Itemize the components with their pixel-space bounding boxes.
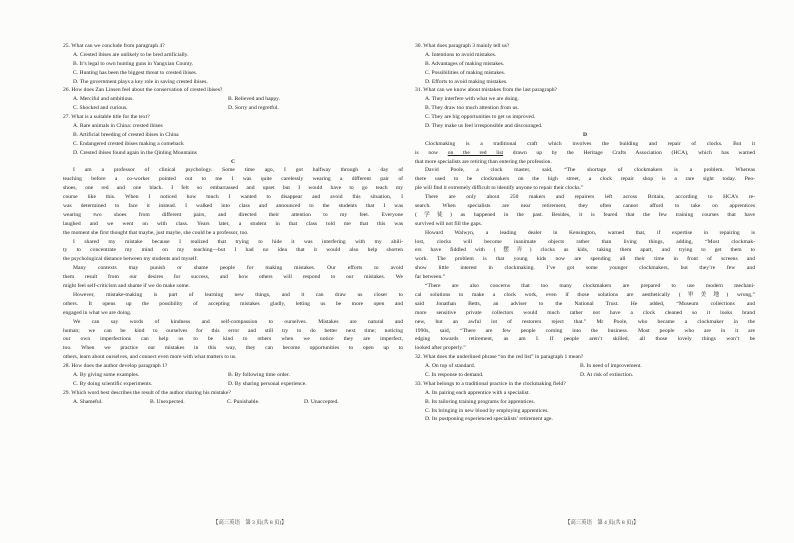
left-text-line: C. Endangered crested ibises making a comeback (73, 140, 184, 147)
right-text-line: 1990s, said, “There are few people coming into the business. Most people who are in it are (415, 327, 755, 334)
left-text-line: Many contexts may punish or shame people for making mistakes. Our efforts to avoid (73, 265, 403, 272)
right-text-line: far between.” (415, 274, 446, 281)
left-text-line: B. It’s legal to own hunting guns in Yangxian County. (73, 60, 194, 67)
underlined-phrase: on the red list (447, 149, 504, 156)
left-text-line: A. Crested ibises are unlikely to be bred artificially. (73, 51, 189, 58)
left-text-line (63, 398, 403, 407)
right-text-line: that more specialists are retiring than entering the profession. (415, 158, 552, 165)
right-text-line: survived will not fill the gaps. (415, 220, 483, 227)
left-text-line: 29. Which word best describes the result of the author sharing his mistake? (63, 389, 231, 396)
right-text-line: 31. What can we know about mistakes from the last paragraph? (415, 87, 558, 94)
left-text-line: teaching before a co-worker pointed out to me I was quite carelessly wearing a different pair of (63, 176, 403, 183)
right-text-line: edging towards retirement, as am I. If people aren’t skilled, all those lovely things won’t be (415, 336, 755, 343)
answer-option: A. On top of standard. (425, 363, 476, 370)
right-text-line: (学徒) as happened in the past. Besides, it is feared that the few training courses that have (415, 211, 755, 218)
left-text-line: 25. What can we conclude from paragraph 4? (63, 43, 165, 49)
left-page-footer: 【高三英语 第 3 页(共 8 页)】 (213, 520, 287, 526)
right-text-line: 30. What does paragraph 3 mainly tell us? (415, 43, 510, 49)
answer-option: C. Shocked and curious. (73, 105, 128, 112)
right-text-line: D. Efforts to avoid making mistakes. (425, 78, 508, 85)
right-text-line: lost, clocks will become inanimate objects rather than living things, adding, “Most clockmak- (415, 238, 755, 245)
left-text-line: them result from our desires for success, and how others will respond to our mistakes. We (63, 274, 403, 281)
answer-option: D. Sorry and regretful. (228, 105, 279, 112)
left-text-line: human; we can be kind to ourselves for this error and still try to do better next time; noticing (63, 327, 403, 334)
right-text-line: work. The problem is that young kids now are spending all their time in front of screens and (415, 256, 755, 263)
right-text-line: B. They draw too much attention from us. (425, 105, 519, 112)
answer-option: C. By doing scientific experiments. (73, 380, 153, 387)
left-text-line: too. When we practice our mistakes in this way, they can become opportunities to open up to (63, 345, 403, 352)
right-text-line: C. Its bringing in new blood by employing apprentices. (425, 407, 549, 414)
right-text-line (415, 362, 755, 371)
left-text-line: course like this. When I noticed how much I wanted to disappear and avoid this situation, I (63, 194, 403, 201)
left-text-line: our own imperfections can help us to be kind to others when we notice they are imperfect, (63, 336, 403, 343)
left-text-line: C. Hunting has been the biggest threat to crested ibises. (73, 69, 198, 76)
right-text-line: C. Possibilities of making mistakes. (425, 69, 506, 76)
right-text-line: 32. What does the underlined phrase “on the red list” in paragraph 1 mean? (415, 354, 584, 361)
right-text-line: said Jonathan Betts, an adviser to the National Trust. He added, “Museum collections and (415, 300, 755, 307)
left-text-line: I am a professor of clinical psychology. Some time ago, I got halfway through a day of (73, 167, 403, 174)
right-text-line: A. They interfere with what we are doing. (425, 96, 519, 103)
right-text-line: ple will find it extremely difficult to identify anyone to repair their clocks.” (415, 185, 584, 192)
right-text-line: show little interest in clockmaking. I’ve got some younger clockmakers, but they’re few and (415, 265, 755, 272)
left-text-line (63, 380, 403, 389)
right-text-line: more sensitive private collectors would much rather not have a clock cleaned so it looks brand (415, 309, 755, 316)
answer-option: A. Shameful. (73, 398, 103, 405)
left-text-line: others, learn about ourselves, and connect even more with what matters to us. (63, 354, 237, 361)
answer-option: D. Unaccepted. (304, 398, 339, 405)
left-text-line: D. The government plays a key role in saving crested ibises. (73, 78, 208, 85)
right-text-line: D. They make us feel irresponsible and discouraged. (425, 123, 543, 130)
left-text-line: laughed and we went on with class. Years later, a student in that class told me that this was (63, 220, 403, 227)
right-text-line: There are only about 250 makers and repairers left across Britain, according to HCA’s re- (425, 194, 755, 201)
right-text-line: C. They are big opportunities to get us improved. (425, 114, 536, 121)
left-text-line: was determined to face it instead. I walked into class and announced to the students that I was (63, 203, 403, 210)
right-text-line: search. When specialists are near retirement, they often cannot afford to take on apprentices (415, 203, 755, 210)
right-text-line: B. Advantages of making mistakes. (425, 60, 505, 67)
answer-option: D. By sharing personal experience. (228, 380, 307, 387)
right-text-line: D. Its postponing experienced specialists’ retirement age. (425, 416, 553, 423)
left-text-line: A. Rare animals in China: crested ibises (73, 123, 163, 130)
answer-option: D. At risk of extinction. (580, 371, 634, 378)
left-text-line: might feel self-criticism and shame if we do make some. (63, 283, 190, 290)
left-text-line: the moment she first thought that maybe, just maybe, she could be a professor, too. (63, 229, 249, 236)
answer-option: B. By following time order. (228, 371, 290, 378)
answer-option: B. Relieved and happy. (228, 96, 280, 103)
left-text-line: 27. What is a suitable title for the text? (63, 114, 150, 121)
right-text-line: 33. What belongs to a traditional practice in the clockmaking field? (415, 380, 566, 387)
left-text-line (63, 95, 403, 104)
right-text-line: A. Intentions to avoid mistakes. (425, 51, 497, 58)
left-text-line (63, 371, 403, 380)
right-text-line: cal solutions to make a clock work, even if those solutions are aesthetically (审美地) wrong,” (415, 291, 755, 298)
left-text-line: shoes, one red and one black. I felt so embarrassed and upset but I would have to go teach my (63, 185, 403, 192)
left-text-line: We can say words of kindness and self-compassion to ourselves. Mistakes are natural and (73, 318, 403, 325)
right-text-line: is now on the red list drawn up by the Heritage Crafts Association (HCA), which has warned (415, 149, 755, 156)
left-text-line: 26. How does Zan Linsen feel about the conservation of crested ibises? (63, 87, 223, 94)
left-text-line: However, mistake-making is part of learning new things, and it can draw us closer to (73, 291, 403, 298)
answer-option: A. By giving some examples. (73, 371, 140, 378)
left-text-line: 28. How does the author develop paragraph 1? (63, 363, 168, 370)
left-text-line: D. Crested ibises found again in the Qinling Mountains (73, 149, 197, 156)
right-text-line: looked after properly.” (415, 345, 466, 352)
answer-option: A. Merciful and ambitious. (73, 96, 134, 103)
left-text-line: the psychological distance between my students and myself. (63, 256, 198, 263)
right-text-line: Clockmaking is a traditional craft which involves the building and repair of clocks. But it (425, 140, 755, 147)
right-text-line: B. Its tailoring training programs for apprentices. (425, 398, 535, 405)
left-text-line: engaged in what we are doing. (63, 309, 132, 316)
left-text-line: ty to concentrate my mind on my teaching—but I had no idea that it would also help shorten (63, 247, 403, 254)
right-text-line: Howard Walwyn, a leading dealer in Kensington, warned that, if expertise in repairing is (425, 229, 755, 236)
answer-option: B. In need of improvement. (580, 363, 642, 370)
answer-option: C. Punishable. (227, 398, 260, 405)
answer-option: C. In response to demand. (425, 371, 484, 378)
left-text-line: others. It opens up the possibility of accepting mistakes gladly, letting us be more open and (63, 300, 403, 307)
answer-option: B. Unexpected. (150, 398, 185, 405)
right-text-line: new, but an awful lot of restorers reject that.” Mr Poole, who became a clockmaker in the (415, 318, 755, 325)
right-text-line: there used to be clockmakers on the high street, a clock repair shop is a rare sight today. Peo- (415, 176, 755, 183)
left-text-line: C (230, 158, 236, 165)
right-text-line: A. Its pairing each apprentice with a specialist. (425, 389, 530, 396)
right-page-column (415, 42, 755, 424)
left-text-line: B. Artificial breeding of crested ibises in China (73, 131, 179, 138)
right-text-line: David Poole, a clock master, said, “The shortage of clockmakers is a problem. Whereas (425, 167, 755, 174)
right-page-footer: 【高三英语 第 4 页(共 8 页)】 (565, 520, 639, 526)
right-text-line: ers have fiddled with (摆弄) clocks as kids, taking them apart, and trying to get them to (415, 247, 755, 254)
left-text-line: wearing two shoes from different pairs, and directed their attention to my feet. Everyone (63, 211, 403, 218)
right-text-line: “There are also concerns that too many clockmakers are prepared to use modern mechani- (425, 283, 755, 290)
left-text-line: I shared my mistake because I realized that trying to hide it was interfering with my abili- (73, 238, 403, 245)
right-text-line (415, 371, 755, 380)
right-text-line: D (582, 131, 588, 138)
left-page-column (63, 42, 403, 407)
left-text-line (63, 104, 403, 113)
